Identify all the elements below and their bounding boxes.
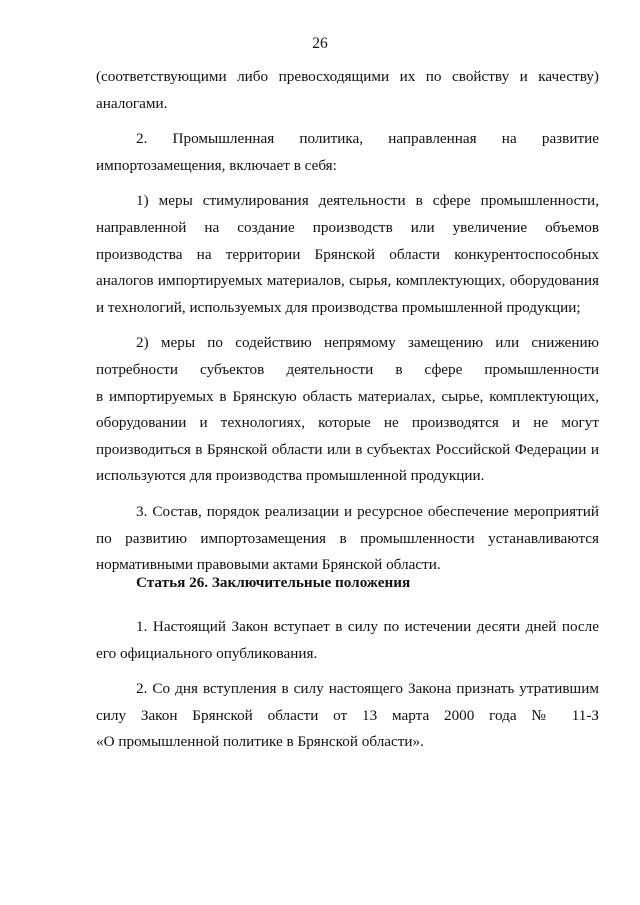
text-line: 2. Промышленная политика, направленная на развитие [136,130,599,148]
text-line: направленной на создание производств или увеличение объемов [96,218,599,236]
paragraph-final-1 [96,614,599,667]
text-line: 3. Состав, порядок реализации и ресурсное обеспечение мероприятий [136,502,599,520]
text-line: производства на территории Брянской области конкурентоспособных [96,245,599,263]
page-number: 26 [312,35,328,52]
paragraph-item-2 [96,126,599,179]
text-line: аналогов импортируемых материалов, сырья, комплектующих, оборудования [96,272,599,290]
text-line: 1) меры стимулирования деятельности в сфере промышленности, [136,192,599,210]
text-line: по развитию импортозамещения в промышленности устанавливаются [96,529,599,547]
text-line: и технологий, используемых для производства промышленной продукции; [96,298,581,316]
text-line: «О промышленной политике в Брянской области». [96,733,424,751]
text-line: потребности субъектов деятельности в сфере промышленности [96,360,599,378]
text-line: его официального опубликования. [96,644,318,662]
paragraph-subitem-1 [96,188,599,321]
article-heading: Статья 26. Заключительные положения [136,574,411,591]
text-line: оборудовании и технологиях, которые не производятся и не могут [96,414,599,432]
text-line: используются для производства промышленной продукции. [96,467,485,485]
text-line: нормативными правовыми актами Брянской области. [96,556,441,574]
text-line: аналогами. [96,94,168,112]
text-block-bottom [96,614,599,756]
text-line: (соответствующими либо превосходящими их по свойству и качеству) [96,68,599,85]
text-line: в импортируемых в Брянскую область материалах, сырье, комплектующих, [96,387,599,405]
paragraph-final-2 [96,676,599,756]
paragraph-continuation [96,64,599,117]
text-line: 2) меры по содействию непрямому замещению или снижению [136,334,599,352]
text-line: 1. Настоящий Закон вступает в силу по истечении десяти дней после [136,618,599,635]
paragraph-subitem-2 [96,330,599,490]
text-line: импортозамещения, включает в себя: [96,156,337,174]
text-block-top [96,64,599,579]
text-line: 2. Со дня вступления в силу настоящего Закона признать утратившим [136,680,599,698]
text-line: силу Закон Брянской области от 13 марта 2000 года № 11-З [96,706,599,724]
paragraph-item-3 [96,499,599,579]
text-line: производиться в Брянской области или в субъектах Российской Федерации и [96,440,599,458]
